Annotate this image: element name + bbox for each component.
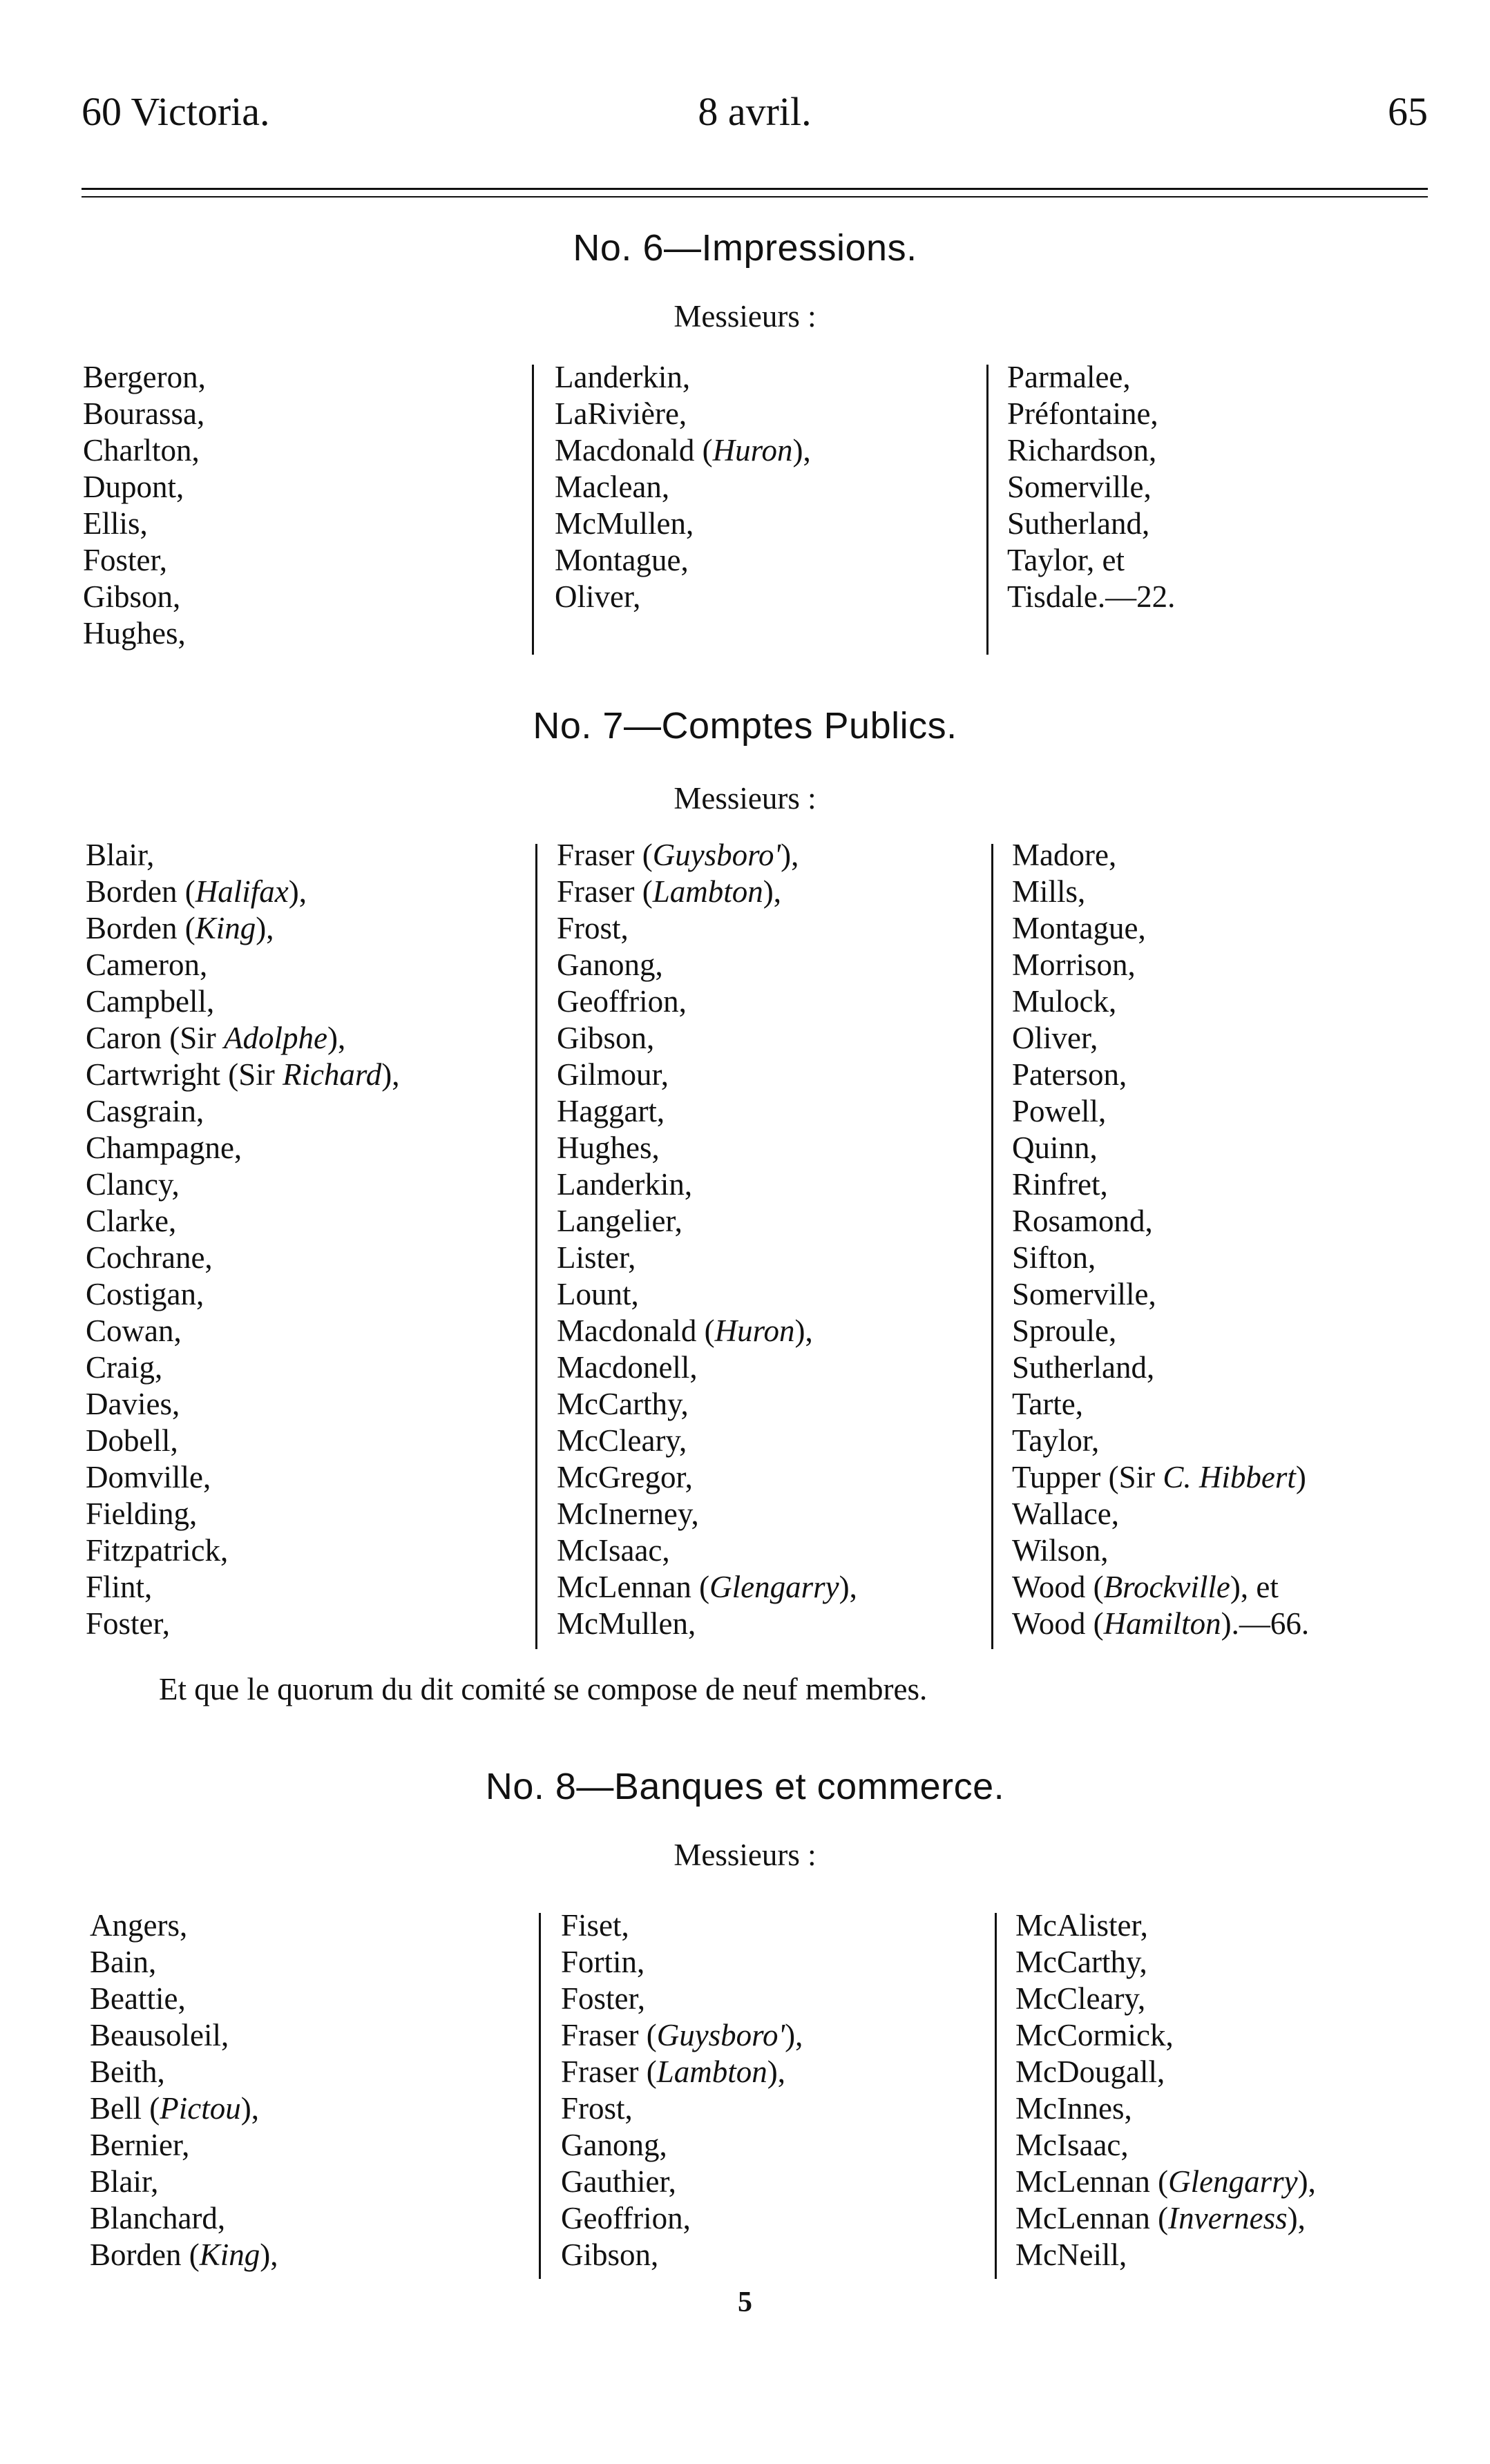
section-7-col-3 [1012, 837, 1309, 1642]
list-item: Tisdale.—22. [1007, 579, 1176, 614]
list-item: Fielding, [86, 1496, 198, 1531]
list-item: Bergeron, [83, 360, 206, 394]
list-item: Wood (Brockville), et [1012, 1570, 1279, 1604]
list-item: Gilmour, [557, 1057, 669, 1092]
list-item: Haggart, [557, 1094, 665, 1128]
list-item: Bernier, [90, 2128, 190, 2162]
list-item: Taylor, et [1007, 543, 1125, 577]
section-7-col-2 [557, 837, 857, 1642]
list-item: Charlton, [83, 433, 200, 468]
header-date: 8 avril. [698, 89, 812, 134]
section-7-divider-2 [991, 844, 993, 1649]
list-item: Champagne, [86, 1130, 242, 1165]
list-item: Landerkin, [555, 360, 691, 394]
list-item: Foster, [561, 1981, 645, 2016]
list-item: McCarthy, [1015, 1945, 1147, 1979]
section-8-title: No. 8—Banques et commerce. [485, 1766, 1005, 1807]
list-item: Bourassa, [83, 396, 205, 431]
list-item: Quinn, [1012, 1130, 1098, 1165]
list-item: Blair, [86, 838, 155, 872]
list-item: Mulock, [1012, 984, 1117, 1019]
list-item: Angers, [90, 1908, 188, 1943]
list-item: Beausoleil, [90, 2018, 229, 2052]
list-item: Frost, [561, 2091, 633, 2126]
list-item: McInnes, [1015, 2091, 1132, 2126]
list-item: Fraser (Guysboro'), [557, 838, 799, 872]
list-item: Wilson, [1012, 1533, 1109, 1568]
list-item: Fiset, [561, 1908, 629, 1943]
list-item: Paterson, [1012, 1057, 1127, 1092]
list-item: Borden (King), [90, 2237, 278, 2272]
list-item: Fortin, [561, 1945, 645, 1979]
list-item: Foster, [86, 1606, 170, 1641]
list-item: Madore, [1012, 838, 1117, 872]
list-item: McInerney, [557, 1496, 699, 1531]
section-6-title: No. 6—Impressions. [573, 227, 917, 269]
list-item: Clarke, [86, 1204, 177, 1238]
list-item: Davies, [86, 1387, 180, 1421]
list-item: Lount, [557, 1277, 639, 1311]
list-item: Hughes, [557, 1130, 660, 1165]
signature-mark: 5 [738, 2287, 752, 2318]
list-item: Landerkin, [557, 1167, 693, 1202]
list-item: McMullen, [557, 1606, 696, 1641]
list-item: Powell, [1012, 1094, 1107, 1128]
list-item: Macdonald (Huron), [557, 1313, 813, 1348]
list-item: McNeill, [1015, 2237, 1127, 2272]
list-item: Fitzpatrick, [86, 1533, 229, 1568]
list-item: Montague, [555, 543, 689, 577]
page-header [82, 88, 1428, 137]
list-item: Oliver, [1012, 1021, 1098, 1055]
list-item: Foster, [83, 543, 167, 577]
list-item: Lister, [557, 1240, 636, 1275]
header-rule-bottom [82, 196, 1428, 198]
list-item: Dobell, [86, 1423, 178, 1458]
section-7-title: No. 7—Comptes Publics. [533, 705, 957, 747]
section-6-divider-2 [986, 365, 988, 655]
list-item: Sutherland, [1007, 506, 1150, 541]
list-item: Sproule, [1012, 1313, 1117, 1348]
list-item: Domville, [86, 1460, 211, 1494]
list-item: Mills, [1012, 874, 1086, 909]
list-item: Bain, [90, 1945, 157, 1979]
list-item: Borden (Halifax), [86, 874, 307, 909]
list-item: Costigan, [86, 1277, 204, 1311]
list-item: McCleary, [1015, 1981, 1146, 2016]
list-item: Tupper (Sir C. Hibbert) [1012, 1460, 1306, 1494]
list-item: Geoffrion, [561, 2201, 691, 2235]
list-item: Sutherland, [1012, 1350, 1155, 1385]
list-item: Taylor, [1012, 1423, 1100, 1458]
section-6-subhead: Messieurs : [674, 299, 816, 334]
list-item: Cartwright (Sir Richard), [86, 1057, 400, 1092]
list-item: Préfontaine, [1007, 396, 1158, 431]
list-item: McAlister, [1015, 1908, 1148, 1943]
list-item: Gibson, [83, 579, 181, 614]
list-item: McGregor, [557, 1460, 693, 1494]
list-item: Cameron, [86, 947, 208, 982]
header-rule-top [82, 188, 1428, 190]
list-item: Montague, [1012, 911, 1146, 945]
list-item: Blair, [90, 2164, 159, 2199]
list-item: Bell (Pictou), [90, 2091, 259, 2126]
list-item: Flint, [86, 1570, 153, 1604]
list-item: Rosamond, [1012, 1204, 1153, 1238]
list-item: Cochrane, [86, 1240, 213, 1275]
section-7-subhead: Messieurs : [674, 781, 816, 816]
list-item: Fraser (Lambton), [561, 2054, 785, 2089]
list-item: Sifton, [1012, 1240, 1096, 1275]
list-item: Beattie, [90, 1981, 186, 2016]
list-item: Borden (King), [86, 911, 274, 945]
list-item: McMullen, [555, 506, 694, 541]
list-item: McDougall, [1015, 2054, 1165, 2089]
list-item: Fraser (Lambton), [557, 874, 781, 909]
list-item: Langelier, [557, 1204, 682, 1238]
list-item: Rinfret, [1012, 1167, 1108, 1202]
list-item: McCarthy, [557, 1387, 689, 1421]
list-item: Wallace, [1012, 1496, 1120, 1531]
list-item: Casgrain, [86, 1094, 204, 1128]
section-8-col-3 [1015, 1907, 1316, 2273]
section-6-divider-1 [532, 365, 534, 655]
list-item: Clancy, [86, 1167, 180, 1202]
section-8-divider-1 [539, 1913, 541, 2279]
list-item: Beith, [90, 2054, 165, 2089]
list-item: McIsaac, [1015, 2128, 1129, 2162]
section-8-col-1 [90, 1907, 278, 2273]
list-item: Parmalee, [1007, 360, 1131, 394]
section-8-divider-2 [995, 1913, 997, 2279]
list-item: Campbell, [86, 984, 215, 1019]
list-item: Wood (Hamilton).—66. [1012, 1606, 1310, 1641]
list-item: Gibson, [561, 2237, 659, 2272]
section-6-col-1 [83, 359, 206, 652]
list-item: Fraser (Guysboro'), [561, 2018, 803, 2052]
list-item: Macdonell, [557, 1350, 698, 1385]
list-item: Gibson, [557, 1021, 655, 1055]
list-item: Oliver, [555, 579, 641, 614]
page-number: 65 [1388, 89, 1428, 134]
section-8-col-2 [561, 1907, 803, 2273]
list-item: Ganong, [561, 2128, 667, 2162]
list-item: Dupont, [83, 470, 184, 504]
list-item: Ganong, [557, 947, 663, 982]
section-6-col-3 [1007, 359, 1175, 615]
header-session: 60 Victoria. [82, 89, 270, 134]
list-item: McIsaac, [557, 1533, 670, 1568]
section-7-divider-1 [535, 844, 537, 1649]
list-item: Frost, [557, 911, 629, 945]
list-item: Macdonald (Huron), [555, 433, 811, 468]
list-item: Blanchard, [90, 2201, 226, 2235]
quorum-note: Et que le quorum du dit comité se compose de neuf membres. [159, 1672, 928, 1706]
list-item: Tarte, [1012, 1387, 1084, 1421]
list-item: Caron (Sir Adolphe), [86, 1021, 346, 1055]
list-item: Cowan, [86, 1313, 182, 1348]
list-item: Hughes, [83, 616, 186, 651]
list-item: Somerville, [1007, 470, 1152, 504]
list-item: McLennan (Glengarry), [557, 1570, 857, 1604]
list-item: McCormick, [1015, 2018, 1174, 2052]
list-item: Gauthier, [561, 2164, 676, 2199]
list-item: LaRivière, [555, 396, 687, 431]
section-8-subhead: Messieurs : [674, 1838, 816, 1872]
list-item: Morrison, [1012, 947, 1136, 982]
list-item: Somerville, [1012, 1277, 1156, 1311]
list-item: Maclean, [555, 470, 670, 504]
section-7-col-1 [86, 837, 400, 1642]
list-item: McCleary, [557, 1423, 687, 1458]
list-item: McLennan (Glengarry), [1015, 2164, 1316, 2199]
list-item: Richardson, [1007, 433, 1157, 468]
list-item: Geoffrion, [557, 984, 687, 1019]
list-item: Craig, [86, 1350, 163, 1385]
list-item: McLennan (Inverness), [1015, 2201, 1306, 2235]
list-item: Ellis, [83, 506, 148, 541]
section-6-col-2 [555, 359, 811, 615]
